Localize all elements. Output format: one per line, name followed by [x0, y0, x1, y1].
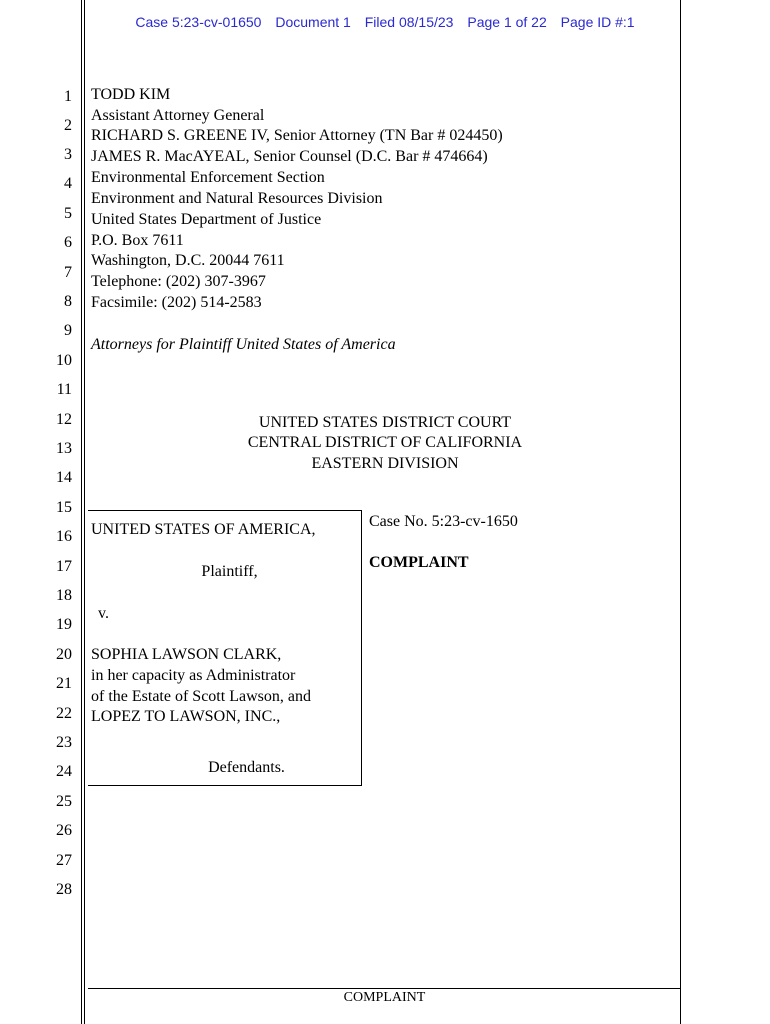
- line-number: 14: [56, 469, 72, 486]
- court-division: EASTERN DIVISION: [311, 455, 459, 472]
- case-number: Case No. 5:23-cv-1650: [369, 513, 518, 530]
- attorney-line: Environmental Enforcement Section: [91, 169, 325, 186]
- line-number: 22: [56, 705, 72, 722]
- line-number: 2: [64, 117, 72, 134]
- attorney-line: Assistant Attorney General: [91, 107, 265, 124]
- line-number: 17: [56, 558, 72, 575]
- court-district: CENTRAL DISTRICT OF CALIFORNIA: [247, 434, 523, 451]
- line-number: 26: [56, 822, 72, 839]
- line-number: 10: [56, 352, 72, 369]
- header-page-id: Page ID #:1: [560, 14, 635, 30]
- attorney-line: Washington, D.C. 20044 7611: [91, 252, 285, 269]
- line-number: 1: [64, 88, 72, 105]
- defendants-label: Defendants.: [208, 759, 285, 776]
- header-filed: Filed 08/15/23: [364, 14, 454, 30]
- line-number: 15: [56, 499, 72, 516]
- attorney-line: Facsimile: (202) 514-2583: [91, 294, 262, 311]
- line-number: 13: [56, 440, 72, 457]
- line-number: 24: [56, 763, 72, 780]
- attorneys-for: Attorneys for Plaintiff United States of America: [91, 336, 396, 353]
- attorney-line: Telephone: (202) 307-3967: [91, 273, 266, 290]
- plaintiff-name: UNITED STATES OF AMERICA,: [91, 521, 316, 538]
- defendant-line: in her capacity as Administrator: [91, 667, 296, 684]
- line-number: 25: [56, 793, 72, 810]
- line-number: 23: [56, 734, 72, 751]
- line-number: 12: [56, 411, 72, 428]
- line-number: 4: [64, 175, 72, 192]
- line-number: 19: [56, 616, 72, 633]
- line-number: 18: [56, 587, 72, 604]
- line-number: 27: [56, 852, 72, 869]
- left-margin-rule-outer: [81, 0, 82, 1024]
- header-document: Document 1: [275, 14, 351, 30]
- plaintiff-label: Plaintiff,: [201, 563, 258, 580]
- defendant-line: SOPHIA LAWSON CLARK,: [91, 646, 282, 663]
- line-number: 20: [56, 646, 72, 663]
- attorney-line: P.O. Box 7611: [91, 232, 184, 249]
- line-number: 3: [64, 146, 72, 163]
- court-name: UNITED STATES DISTRICT COURT: [258, 414, 512, 431]
- line-number: 7: [64, 264, 72, 281]
- attorney-line: RICHARD S. GREENE IV, Senior Attorney (TN Bar # 024450): [91, 127, 503, 144]
- header-case: Case 5:23-cv-01650: [135, 14, 262, 30]
- attorney-line: United States Department of Justice: [91, 211, 322, 228]
- line-number: 6: [64, 234, 72, 251]
- line-number: 21: [56, 675, 72, 692]
- header-page: Page 1 of 22: [467, 14, 547, 30]
- footer-rule: [88, 988, 681, 989]
- attorney-line: JAMES R. MacAYEAL, Senior Counsel (D.C. Bar # 474664): [91, 148, 488, 165]
- line-number: 28: [56, 881, 72, 898]
- attorney-line: Environment and Natural Resources Division: [91, 190, 383, 207]
- attorney-line: TODD KIM: [91, 86, 171, 103]
- defendant-line: of the Estate of Scott Lawson, and: [91, 688, 311, 705]
- line-number: 5: [64, 205, 72, 222]
- defendant-line: LOPEZ TO LAWSON, INC.,: [91, 708, 281, 725]
- line-number: 8: [64, 293, 72, 310]
- document-title: COMPLAINT: [369, 554, 469, 571]
- filing-header: [0, 14, 770, 30]
- line-number: 11: [56, 381, 72, 398]
- line-number: 16: [56, 528, 72, 545]
- line-number: 9: [64, 322, 72, 339]
- versus: v.: [98, 605, 109, 622]
- right-margin-rule: [680, 0, 681, 1024]
- footer-title: COMPLAINT: [343, 990, 426, 1005]
- left-margin-rule-inner: [84, 0, 85, 1024]
